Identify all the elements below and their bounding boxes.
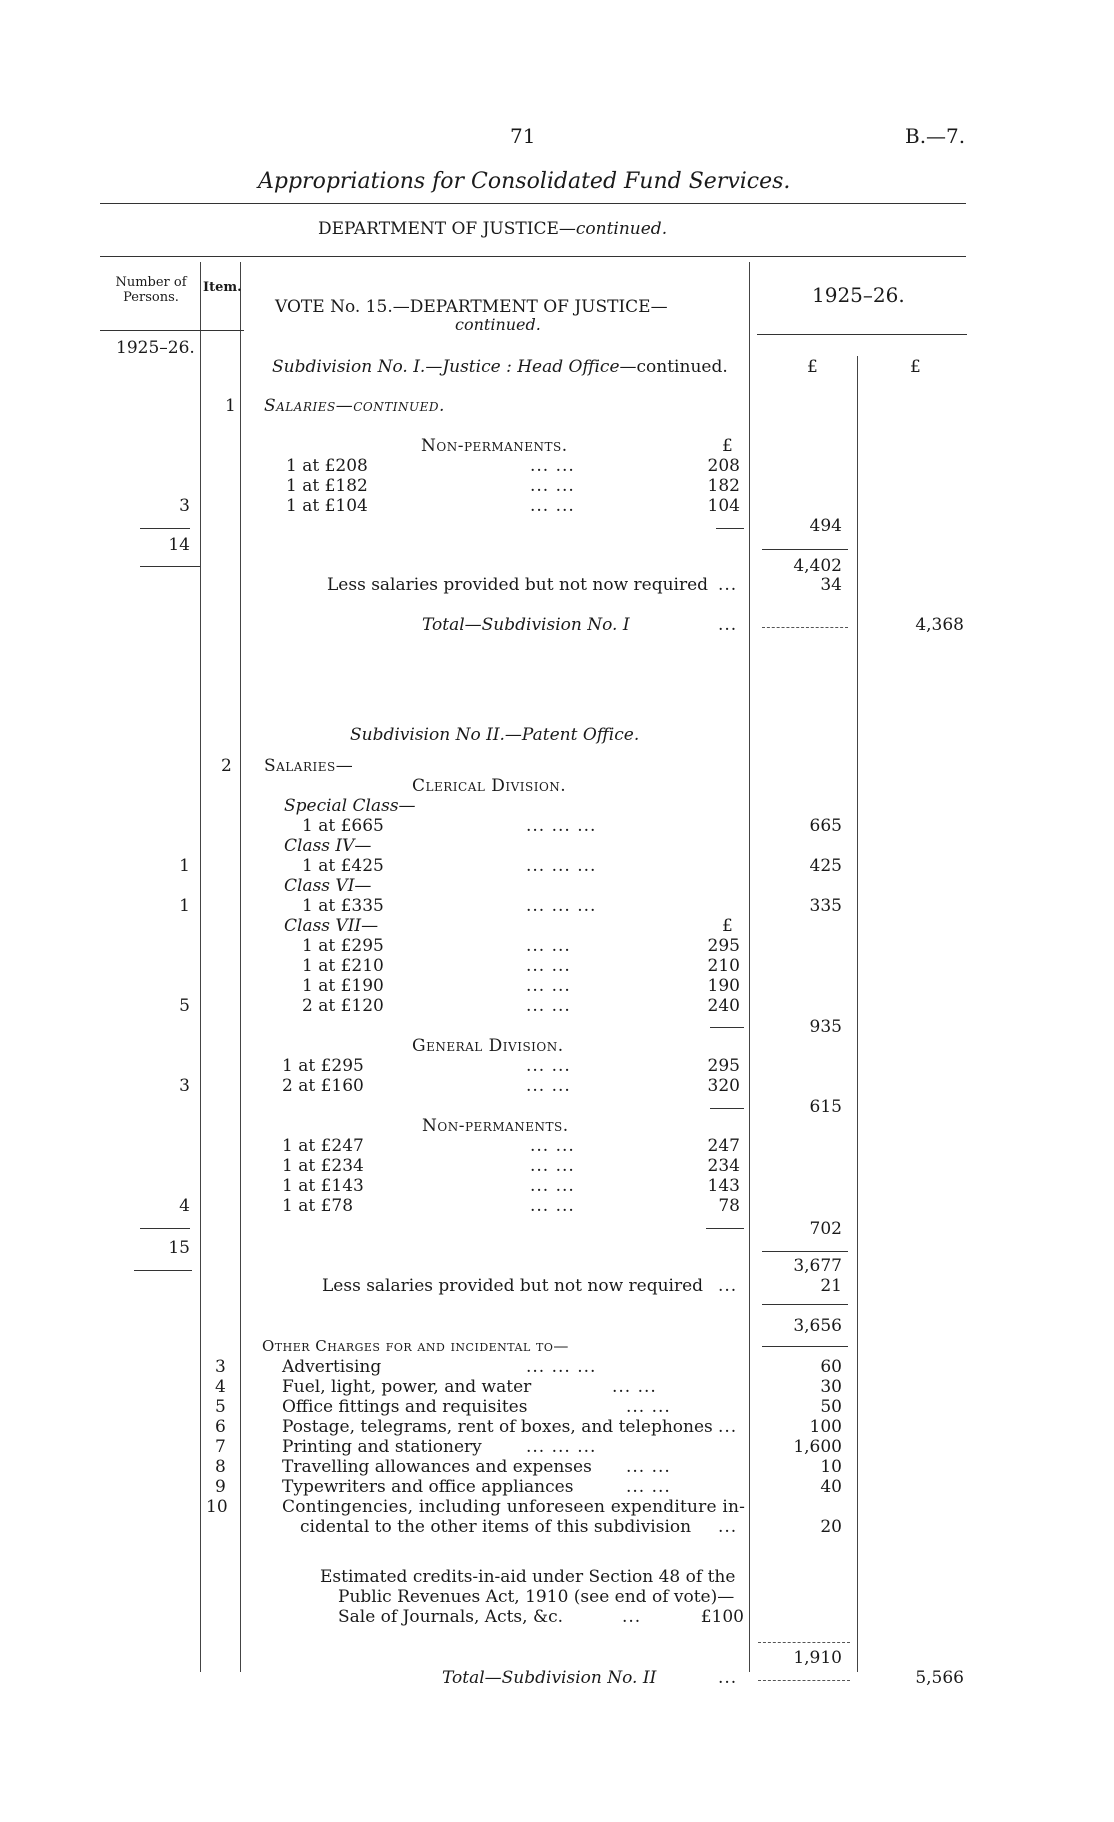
salaries-heading: Salaries—continued. bbox=[264, 396, 445, 416]
class-vi-label: Class VI— bbox=[284, 876, 372, 896]
salary-row-value: 143 bbox=[707, 1176, 740, 1196]
gross-value: 4,402 bbox=[793, 556, 842, 576]
leader-dots: ... ... ... bbox=[526, 856, 597, 876]
salaries-heading: Salaries— bbox=[264, 756, 354, 776]
salary-row-label: 1 at £247 bbox=[282, 1136, 364, 1156]
amount-subtotal-rule bbox=[706, 1228, 744, 1229]
subtotal-value: 615 bbox=[809, 1097, 842, 1117]
amount-subtotal-rule bbox=[716, 528, 744, 529]
total-dashed-rule bbox=[762, 627, 848, 628]
salary-row-label: 1 at £190 bbox=[302, 976, 384, 996]
credits-in-aid-line-3: Sale of Journals, Acts, &c. bbox=[338, 1607, 564, 1627]
leader-dots: ... bbox=[718, 615, 738, 635]
salary-row-value: 78 bbox=[718, 1196, 740, 1216]
contingencies-value: 20 bbox=[820, 1517, 842, 1537]
department-continued: —continued. bbox=[558, 219, 668, 239]
leader-dots: ... ... ... bbox=[526, 896, 597, 916]
leader-dots: ... bbox=[718, 1276, 738, 1296]
credits-in-aid-line-2: Public Revenues Act, 1910 (see end of vote)— bbox=[338, 1587, 735, 1607]
charge-label: Fuel, light, power, and water bbox=[282, 1377, 532, 1397]
persons-item-divider bbox=[200, 262, 201, 1672]
gross-rule bbox=[762, 549, 848, 550]
other-charges-heading: Other Charges for and incidental to— bbox=[262, 1337, 569, 1355]
subdivision-1-total-value: 4,368 bbox=[915, 615, 964, 635]
persons-count: 3 bbox=[179, 1076, 190, 1096]
salary-row-label: 1 at £665 bbox=[302, 816, 384, 836]
leader-dots: ... ... ... bbox=[526, 1357, 597, 1377]
persons-column-header: Number of Persons. bbox=[115, 275, 187, 305]
less-salaries-value: 34 bbox=[820, 575, 842, 595]
salary-row-value: 247 bbox=[707, 1136, 740, 1156]
item-number: 10 bbox=[206, 1497, 228, 1517]
persons-count: 3 bbox=[179, 496, 190, 516]
persons-subtotal-rule bbox=[140, 1228, 190, 1229]
pound-sign-column-2: £ bbox=[910, 357, 921, 377]
leader-dots: ... ... bbox=[530, 1136, 575, 1156]
leader-dots: ... bbox=[718, 575, 738, 595]
leader-dots: ... ... bbox=[530, 456, 575, 476]
total-dashed-rule bbox=[758, 1680, 850, 1681]
charge-value: 100 bbox=[809, 1417, 842, 1437]
leader-dots: ... bbox=[718, 1417, 738, 1437]
salary-row-value: 320 bbox=[707, 1076, 740, 1096]
department-name: DEPARTMENT OF JUSTICE bbox=[318, 219, 559, 239]
persons-count: 4 bbox=[179, 1196, 190, 1216]
leader-dots: ... ... bbox=[530, 1156, 575, 1176]
pound-sign: £ bbox=[722, 916, 733, 936]
subdivision-2-heading: Subdivision No II.—Patent Office. bbox=[350, 725, 640, 745]
contingencies-label-line-1: Contingencies, including unforeseen expenditure in- bbox=[282, 1497, 746, 1517]
subtotal-value: 494 bbox=[809, 516, 842, 536]
leader-dots: ... ... ... bbox=[526, 1437, 597, 1457]
leader-dots: ... ... bbox=[526, 996, 571, 1016]
subtotal-value: 702 bbox=[809, 1219, 842, 1239]
persons-count: 1 bbox=[179, 856, 190, 876]
item-number: 6 bbox=[215, 1417, 226, 1437]
charge-value: 1,600 bbox=[793, 1437, 842, 1457]
charge-value: 30 bbox=[820, 1377, 842, 1397]
subdivision-1-total-label: Total—Subdivision No. I bbox=[422, 615, 630, 635]
salary-row-label: 1 at £78 bbox=[282, 1196, 354, 1216]
leader-dots: ... ... bbox=[530, 1196, 575, 1216]
subtotal-value: 935 bbox=[809, 1017, 842, 1037]
credits-in-aid-value: £100 bbox=[700, 1607, 744, 1627]
subdivision-2-total-label: Total—Subdivision No. II bbox=[442, 1668, 657, 1688]
amount-subtotal-rule bbox=[710, 1108, 744, 1109]
year-header-rule bbox=[757, 334, 967, 335]
persons-header-rule bbox=[100, 330, 244, 331]
salary-row-label: 2 at £120 bbox=[302, 996, 384, 1016]
special-class-label: Special Class— bbox=[284, 796, 416, 816]
leader-dots: ... bbox=[622, 1607, 642, 1627]
contingencies-label-line-2: cidental to the other items of this subdivision bbox=[300, 1517, 692, 1537]
charge-value: 60 bbox=[820, 1357, 842, 1377]
salary-row-value: 234 bbox=[707, 1156, 740, 1176]
leader-dots: ... ... bbox=[526, 1056, 571, 1076]
salary-row-value: 295 bbox=[707, 1056, 740, 1076]
item-number: 7 bbox=[215, 1437, 226, 1457]
leader-dots: ... ... bbox=[530, 476, 575, 496]
item-number: 8 bbox=[215, 1457, 226, 1477]
year-column-header: 1925–26. bbox=[812, 283, 905, 307]
clerical-division-heading: Clerical Division. bbox=[412, 776, 567, 796]
net-salaries-value: 3,656 bbox=[793, 1316, 842, 1336]
less-salaries-label: Less salaries provided but not now required bbox=[327, 575, 709, 595]
class-vii-label: Class VII— bbox=[284, 916, 379, 936]
credits-in-aid-line-1: Estimated credits-in-aid under Section 48 of the bbox=[320, 1567, 736, 1587]
item-number: 3 bbox=[215, 1357, 226, 1377]
salary-row-value: 210 bbox=[707, 956, 740, 976]
document-reference: B.—7. bbox=[905, 124, 966, 148]
leader-dots: ... ... bbox=[626, 1397, 671, 1417]
salary-row-value: 335 bbox=[809, 896, 842, 916]
leader-dots: ... ... bbox=[626, 1477, 671, 1497]
gross-value: 3,677 bbox=[793, 1256, 842, 1276]
class-iv-label: Class IV— bbox=[284, 836, 372, 856]
salary-row-label: 1 at £425 bbox=[302, 856, 384, 876]
item-number: 2 bbox=[221, 756, 232, 776]
table-top-rule bbox=[100, 256, 966, 257]
subdivision-1-heading: Subdivision No. I.—Justice : Head Office—continued. bbox=[272, 357, 728, 377]
pound-sign-column-1: £ bbox=[807, 357, 818, 377]
persons-total: 14 bbox=[168, 535, 190, 555]
charge-value: 10 bbox=[820, 1457, 842, 1477]
page-title: Appropriations for Consolidated Fund Services. bbox=[258, 169, 791, 194]
non-permanents-heading: Non-permanents. bbox=[421, 436, 568, 456]
non-permanents-heading: Non-permanents. bbox=[422, 1116, 569, 1136]
net-rule bbox=[762, 1304, 848, 1305]
charge-value: 50 bbox=[820, 1397, 842, 1417]
persons-count: 5 bbox=[179, 996, 190, 1016]
leader-dots: ... bbox=[718, 1517, 738, 1537]
description-amount-divider bbox=[749, 262, 750, 1672]
leader-dots: ... ... ... bbox=[526, 816, 597, 836]
salary-row-label: 1 at £295 bbox=[282, 1056, 364, 1076]
salary-row-value: 182 bbox=[707, 476, 740, 496]
leader-dots: ... ... bbox=[612, 1377, 657, 1397]
pound-sign: £ bbox=[722, 436, 733, 456]
leader-dots: ... ... bbox=[526, 1076, 571, 1096]
department-heading bbox=[318, 219, 667, 239]
salary-row-label: 1 at £234 bbox=[282, 1156, 364, 1176]
salary-row-label: 1 at £104 bbox=[286, 496, 368, 516]
salary-row-label: 1 at £143 bbox=[282, 1176, 364, 1196]
persons-total: 15 bbox=[168, 1238, 190, 1258]
item-column-header: Item. bbox=[203, 280, 242, 295]
persons-total-rule bbox=[140, 566, 200, 567]
charge-label: Travelling allowances and expenses bbox=[282, 1457, 592, 1477]
leader-dots: ... ... bbox=[530, 1176, 575, 1196]
salary-row-label: 1 at £295 bbox=[302, 936, 384, 956]
other-charges-total: 1,910 bbox=[793, 1648, 842, 1668]
salary-row-label: 1 at £208 bbox=[286, 456, 368, 476]
charge-value: 40 bbox=[820, 1477, 842, 1497]
salary-row-value: 208 bbox=[707, 456, 740, 476]
persons-year-label: 1925–26. bbox=[116, 338, 195, 358]
leader-dots: ... ... bbox=[526, 956, 571, 976]
leader-dots: ... ... bbox=[526, 976, 571, 996]
charge-label: Advertising bbox=[282, 1357, 382, 1377]
persons-total-rule bbox=[134, 1270, 192, 1271]
less-salaries-value: 21 bbox=[820, 1276, 842, 1296]
salary-row-label: 1 at £182 bbox=[286, 476, 368, 496]
salary-row-value: 425 bbox=[809, 856, 842, 876]
header-rule bbox=[100, 203, 966, 204]
salary-row-label: 2 at £160 bbox=[282, 1076, 364, 1096]
other-charges-rule bbox=[758, 1642, 850, 1643]
leader-dots: ... ... bbox=[530, 496, 575, 516]
charge-label: Printing and stationery bbox=[282, 1437, 482, 1457]
leader-dots: ... ... bbox=[626, 1457, 671, 1477]
gross-rule bbox=[762, 1251, 848, 1252]
item-number: 9 bbox=[215, 1477, 226, 1497]
page-number: 71 bbox=[510, 124, 536, 148]
charge-label: Typewriters and office appliances bbox=[282, 1477, 574, 1497]
salary-row-label: 1 at £335 bbox=[302, 896, 384, 916]
leader-dots: ... bbox=[718, 1668, 738, 1688]
vote-title-continued: continued. bbox=[455, 315, 541, 334]
amount-subtotal-rule bbox=[710, 1027, 744, 1028]
leader-dots: ... ... bbox=[526, 936, 571, 956]
salary-row-value: 240 bbox=[707, 996, 740, 1016]
charge-label: Postage, telegrams, rent of boxes, and telephones bbox=[282, 1417, 713, 1437]
subdivision-2-total-value: 5,566 bbox=[915, 1668, 964, 1688]
net-bottom-rule bbox=[762, 1346, 848, 1347]
item-number: 5 bbox=[215, 1397, 226, 1417]
persons-subtotal-rule bbox=[140, 528, 190, 529]
charge-label: Office fittings and requisites bbox=[282, 1397, 528, 1417]
salary-row-value: 104 bbox=[707, 496, 740, 516]
persons-count: 1 bbox=[179, 896, 190, 916]
salary-row-label: 1 at £210 bbox=[302, 956, 384, 976]
salary-row-value: 665 bbox=[809, 816, 842, 836]
general-division-heading: General Division. bbox=[412, 1036, 564, 1056]
less-salaries-label: Less salaries provided but not now required bbox=[322, 1276, 704, 1296]
amount-total-divider bbox=[857, 356, 858, 1672]
salary-row-value: 295 bbox=[707, 936, 740, 956]
item-number: 1 bbox=[225, 396, 236, 416]
vote-title: VOTE No. 15.—DEPARTMENT OF JUSTICE— bbox=[275, 297, 668, 317]
salary-row-value: 190 bbox=[707, 976, 740, 996]
item-number: 4 bbox=[215, 1377, 226, 1397]
item-description-divider bbox=[240, 262, 241, 1672]
